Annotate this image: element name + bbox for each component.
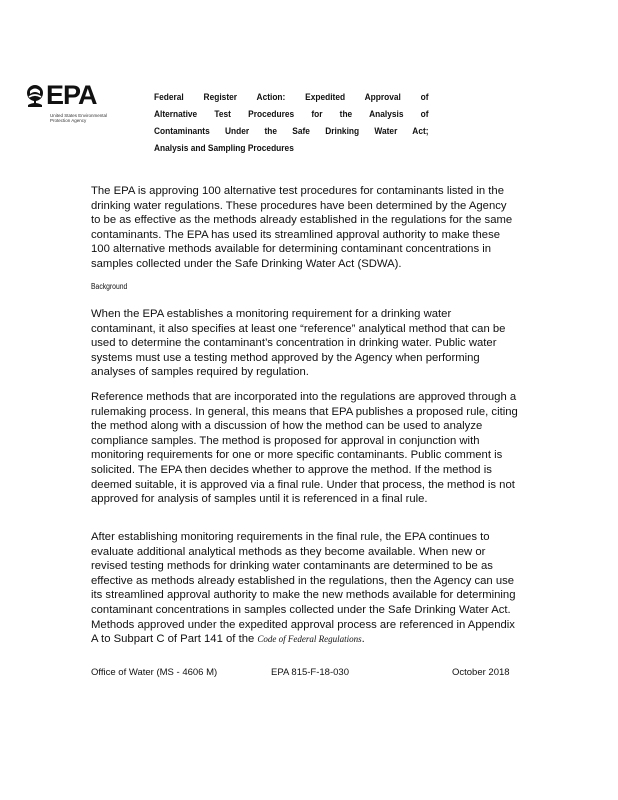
footer-date: October 2018 [452,667,510,678]
paragraph-end: . [361,633,365,646]
footer-office: Office of Water (MS - 4606 M) [91,667,218,678]
background-heading: Background [91,282,128,291]
paragraph-text: After establishing monitoring requirements in the final rule, the EPA continues to evaluate additional analytical methods as they become available. When new or revised testing methods for drinking water contaminants are determined to be as effective as methods already established in the regulations, then the Agency can use its streamlined approval authority to make the new methods available for determining contaminant concentrations in samples collected under the Safe Drinking Water Act. Methods approved under the expedited approval process are referenced in Appendix A to Subpart C of Part 141 of the [91,531,516,646]
background-paragraph-1: When the EPA establishes a monitoring requirement for a drinking water contaminant, it also specifies at least one “reference” analytical method that can be used to determine the contaminant’s concentration in drinking water. Public water systems must use a testing method approved by the Agency when performing analyses of samples required by regulation. [91,308,506,379]
title-line: Alternative Test Procedures for the Analysis of [154,109,429,120]
background-paragraph-3 [91,530,519,647]
logo-wordmark: EPA [46,80,97,110]
cfr-citation: Code of Federal Regulations [257,634,362,645]
title-line: Contaminants Under the Safe Drinking Water Act; [154,126,429,137]
logo-subtitle: United States Environmental Protection Agency [50,113,108,123]
footer-doc-number: EPA 815-F-18-030 [271,667,349,678]
title-line: Federal Register Action: Expedited Approval of [154,92,429,103]
document-title [154,89,429,157]
intro-paragraph: The EPA is approving 100 alternative test procedures for contaminants listed in the drinking water regulations. These procedures have been determined by the Agency to be as effective as the methods already established in the regulations for the same contaminants. The EPA has used its streamlined approval authority to make these 100 alternative methods available for determining contaminant concentrations in samples collected under the Safe Drinking Water Act (SDWA). [91,185,513,270]
epa-seal-icon [25,84,45,108]
background-paragraph-2: Reference methods that are incorporated into the regulations are approved through a rulemaking process. In general, this means that EPA publishes a proposed rule, citing the method along with a discussion of how the method can be used to analyze compliance samples. The method is proposed for approval in conjunction with monitoring requirements for one or more specific contaminants. Public comment is solicited. The EPA then decides whether to approve the method. If the method is deemed suitable, it is approved via a final rule. Under that process, the method is not approved for analysis of samples until it is referenced in a final rule. [91,391,518,506]
title-line: Analysis and Sampling Procedures [154,143,294,154]
epa-logo [25,80,115,130]
